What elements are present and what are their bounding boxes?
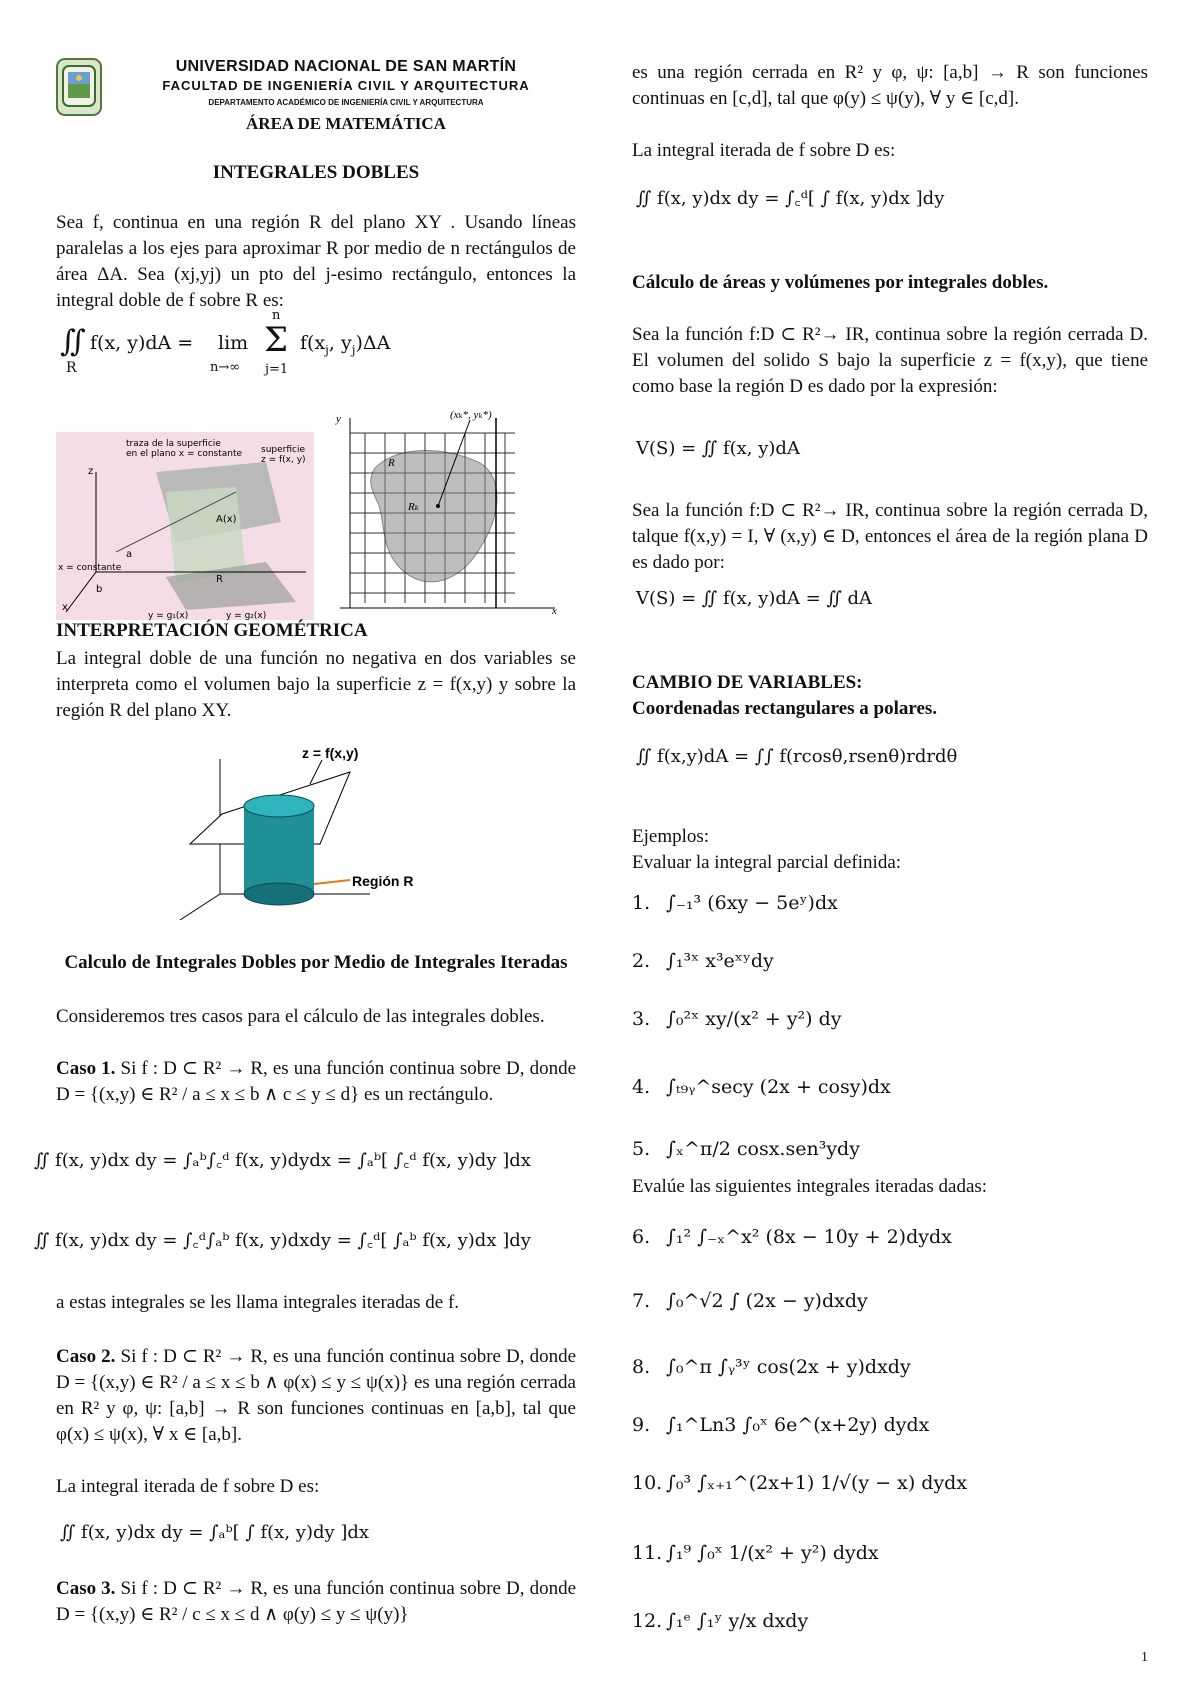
- examples-title: Ejemplos:: [632, 826, 710, 847]
- case3-paragraph: [56, 1576, 576, 1628]
- sum-lower: j=1: [265, 362, 289, 377]
- exercise-item: 5. ∫ₓ^π/2 cosx.sen³ydy: [632, 1138, 860, 1160]
- intro-paragraph: Sea f, continua en una región R del plano XY . Usando líneas paralelas a los ejes para aproximar R por medio de n rectángulos de área ΔA. Sea (xj,yj) un pto del j-esimo rectángulo, entonces la integral doble de f sobre R es:: [56, 212, 576, 311]
- grid-region-figure: [330, 408, 566, 618]
- case1-label: Caso 1.: [56, 1058, 116, 1079]
- university-seal-logo: [56, 58, 102, 116]
- case3-text: Si f : D ⊂ R² → R, es una función continua sobre D, donde D = {(x,y) ∈ R² / c ≤ x ≤ d ∧ φ(y) ≤ y ≤ ψ(y)}: [56, 1578, 576, 1625]
- volume-paragraph: Sea la función f:D ⊂ R²→ IR, continua sobre la región cerrada D. El volumen del solido S bajo la superficie z = f(x,y), que tiene como base la región D es dado por la expresión:: [632, 324, 1148, 397]
- fig1-label-g1: y = g₁(x): [148, 611, 189, 620]
- iterated-intro: Consideremos tres casos para el cálculo de las integrales dobles.: [56, 1006, 545, 1027]
- case3-equation: ∬ f(x, y)dx dy = ∫꜀ᵈ[ ∫ f(x, y)dx ]dy: [636, 188, 945, 209]
- polar-equation: ∬ f(x,y)dA = ∫∫ f(rcosθ,rsenθ)rdrdθ: [636, 746, 958, 767]
- exercise-item: 4. ∫ₜ₉ᵧ^secy (2x + cosy)dx: [632, 1076, 891, 1098]
- volume-cylinder-figure: [170, 744, 460, 920]
- area-name: ÁREA DE MATEMÁTICA: [246, 114, 446, 133]
- fig2-label-rk: Rₖ: [408, 501, 419, 513]
- iterated-note: a estas integrales se les llama integrales iteradas de f.: [56, 1292, 460, 1313]
- fig2-label-r: R: [388, 457, 395, 469]
- case2-equation: ∬ f(x, y)dx dy = ∫ₐᵇ[ ∫ f(x, y)dy ]dx: [60, 1522, 370, 1543]
- department-name: DEPARTAMENTO ACADÉMICO DE INGENIERÍA CIVIL Y ARQUITECTURA: [208, 98, 484, 107]
- exercise-item: 12. ∫₁ᵉ ∫₁ʸ y/x dxdy: [632, 1610, 809, 1632]
- fig1-label-traza: traza de la superficie: [126, 439, 221, 449]
- fig3-label-z: z = f(x,y): [302, 745, 359, 761]
- fig1-label-plano: en el plano x = constante: [126, 449, 243, 459]
- exercise-item: 3. ∫₀²ˣ xy/(x² + y²) dy: [632, 1008, 842, 1030]
- exercise-item: 1. ∫₋₁³ (6xy − 5eʸ)dx: [632, 892, 838, 914]
- fig2-axis-x: x: [552, 605, 557, 617]
- exercise-item: 6. ∫₁² ∫₋ₓ^x² (8x − 10y + 2)dydx: [632, 1226, 952, 1248]
- areas-volumes-title: Cálculo de áreas y volúmenes por integrales dobles.: [632, 272, 1049, 293]
- case3-label: Caso 3.: [56, 1578, 116, 1599]
- double-integral-definition: ∬ f(x, y)dA = lim n→∞ Σ n j=1 $f(x_j$, $y_j)\Delta A$ R: [60, 308, 391, 377]
- fig1-axis-a: a: [126, 549, 133, 560]
- case3-iterated-label: La integral iterada de f sobre D es:: [632, 140, 896, 161]
- fig1-label-ax: A(x): [216, 514, 237, 525]
- fig1-label-g2: y = g₂(x): [226, 611, 267, 620]
- limit-subscript: n→∞: [210, 360, 241, 375]
- fig1-label-r: R: [216, 574, 223, 585]
- region-subscript: R: [66, 360, 77, 376]
- polar-title: Coordenadas rectangulares a polares.: [632, 698, 938, 719]
- exercise-item: 8. ∫₀^π ∫ᵧ³ʸ cos(2x + y)dxdy: [632, 1356, 911, 1378]
- partial-integral-title: Evaluar la integral parcial definida:: [632, 852, 902, 873]
- case1-equation-b: ∬ f(x, y)dx dy = ∫꜀ᵈ∫ₐᵇ f(x, y)dxdy = ∫꜀ᵈ[ ∫ₐᵇ f(x, y)dx ]dy: [34, 1230, 531, 1251]
- page-title: INTEGRALES DOBLES: [212, 162, 420, 183]
- case3-continuation: es una región cerrada en R² y φ, ψ: [a,b] → R son funciones continuas en [c,d], tal que φ(y) ≤ ψ(y), ∀ y ∈ [c,d].: [632, 62, 1148, 109]
- faculty-name: FACULTAD DE INGENIERÍA CIVIL Y ARQUITECTURA: [162, 78, 530, 93]
- fig1-axis-x: x: [62, 602, 68, 613]
- surface-trace-figure: [56, 432, 314, 620]
- case2-iterated-label: La integral iterada de f sobre D es:: [56, 1476, 320, 1497]
- case2-text: Si f : D ⊂ R² → R, es una función continua sobre D, donde D = {(x,y) ∈ R² / a ≤ x ≤ b ∧ φ(x) ≤ y ≤ ψ(x)} es una región cerrada en R² y φ, ψ: [a,b] → R son funciones continuas en [a,b], tal que φ(x) ≤ ψ(x), ∀ x ∈ [a,b].: [56, 1346, 576, 1445]
- exercise-item: 10. ∫₀³ ∫ₓ₊₁^(2x+1) 1/√(y − x) dydx: [632, 1472, 968, 1494]
- fig1-label-superficie: superficie: [261, 445, 305, 455]
- fig1-label-zf: z = f(x, y): [261, 455, 306, 465]
- case2-label: Caso 2.: [56, 1346, 116, 1367]
- fig1-axis-z: z: [88, 466, 94, 477]
- page-header: [56, 58, 576, 133]
- case1-text: Si f : D ⊂ R² → R, es una función continua sobre D, donde D = {(x,y) ∈ R² / a ≤ x ≤ b ∧ c ≤ y ≤ d} es un rectángulo.: [56, 1058, 576, 1105]
- fig2-axis-y: y: [336, 413, 341, 425]
- iterated-integrals-title: Calculo de Integrales Dobles por Medio de Integrales Iteradas: [64, 952, 568, 973]
- area-equation: V(S) = ∬ f(x, y)dA = ∬ dA: [636, 588, 873, 609]
- page-number: 1: [1141, 1650, 1148, 1665]
- exercise-item: 2. ∫₁³ˣ x³eˣʸdy: [632, 950, 774, 972]
- university-name: UNIVERSIDAD NACIONAL DE SAN MARTÍN: [175, 58, 517, 75]
- sum-upper: n: [272, 308, 281, 323]
- fig2-label-point: (xₖ*, yₖ*): [450, 409, 492, 421]
- iterated-exercises-title: Evalúe las siguientes integrales iteradas dadas:: [632, 1176, 988, 1197]
- case1-equation-a: ∬ f(x, y)dx dy = ∫ₐᵇ∫꜀ᵈ f(x, y)dydx = ∫ₐᵇ[ ∫꜀ᵈ f(x, y)dy ]dx: [34, 1150, 531, 1171]
- exercise-item: 7. ∫₀^√2 ∫ (2x − y)dxdy: [632, 1290, 868, 1312]
- geometric-interpretation-title: INTERPRETACIÓN GEOMÉTRICA: [56, 620, 368, 641]
- fig1-label-xconst: x = constante: [58, 563, 122, 573]
- geometric-interpretation-text: La integral doble de una función no negativa en dos variables se interpreta como el volumen bajo la superficie z = f(x,y) y sobre la región R del plano XY.: [56, 648, 576, 721]
- case1-paragraph: [56, 1056, 576, 1108]
- change-of-variables-title: CAMBIO DE VARIABLES:: [632, 672, 863, 693]
- fig1-axis-b: b: [96, 584, 103, 595]
- area-paragraph: Sea la función f:D ⊂ R²→ IR, continua sobre la región cerrada D, talque f(x,y) = I, ∀ (x,y) ∈ D, entonces el área de la región plana D es dado por:: [632, 500, 1148, 573]
- exercise-item: 9. ∫₁^Ln3 ∫₀ˣ 6e^(x+2y) dydx: [632, 1414, 930, 1436]
- volume-equation: V(S) = ∬ f(x, y)dA: [636, 438, 800, 459]
- case2-paragraph: [56, 1344, 576, 1448]
- exercise-item: 11. ∫₁⁹ ∫₀ˣ 1/(x² + y²) dydx: [632, 1542, 879, 1564]
- fig3-label-region: Región R: [352, 873, 414, 889]
